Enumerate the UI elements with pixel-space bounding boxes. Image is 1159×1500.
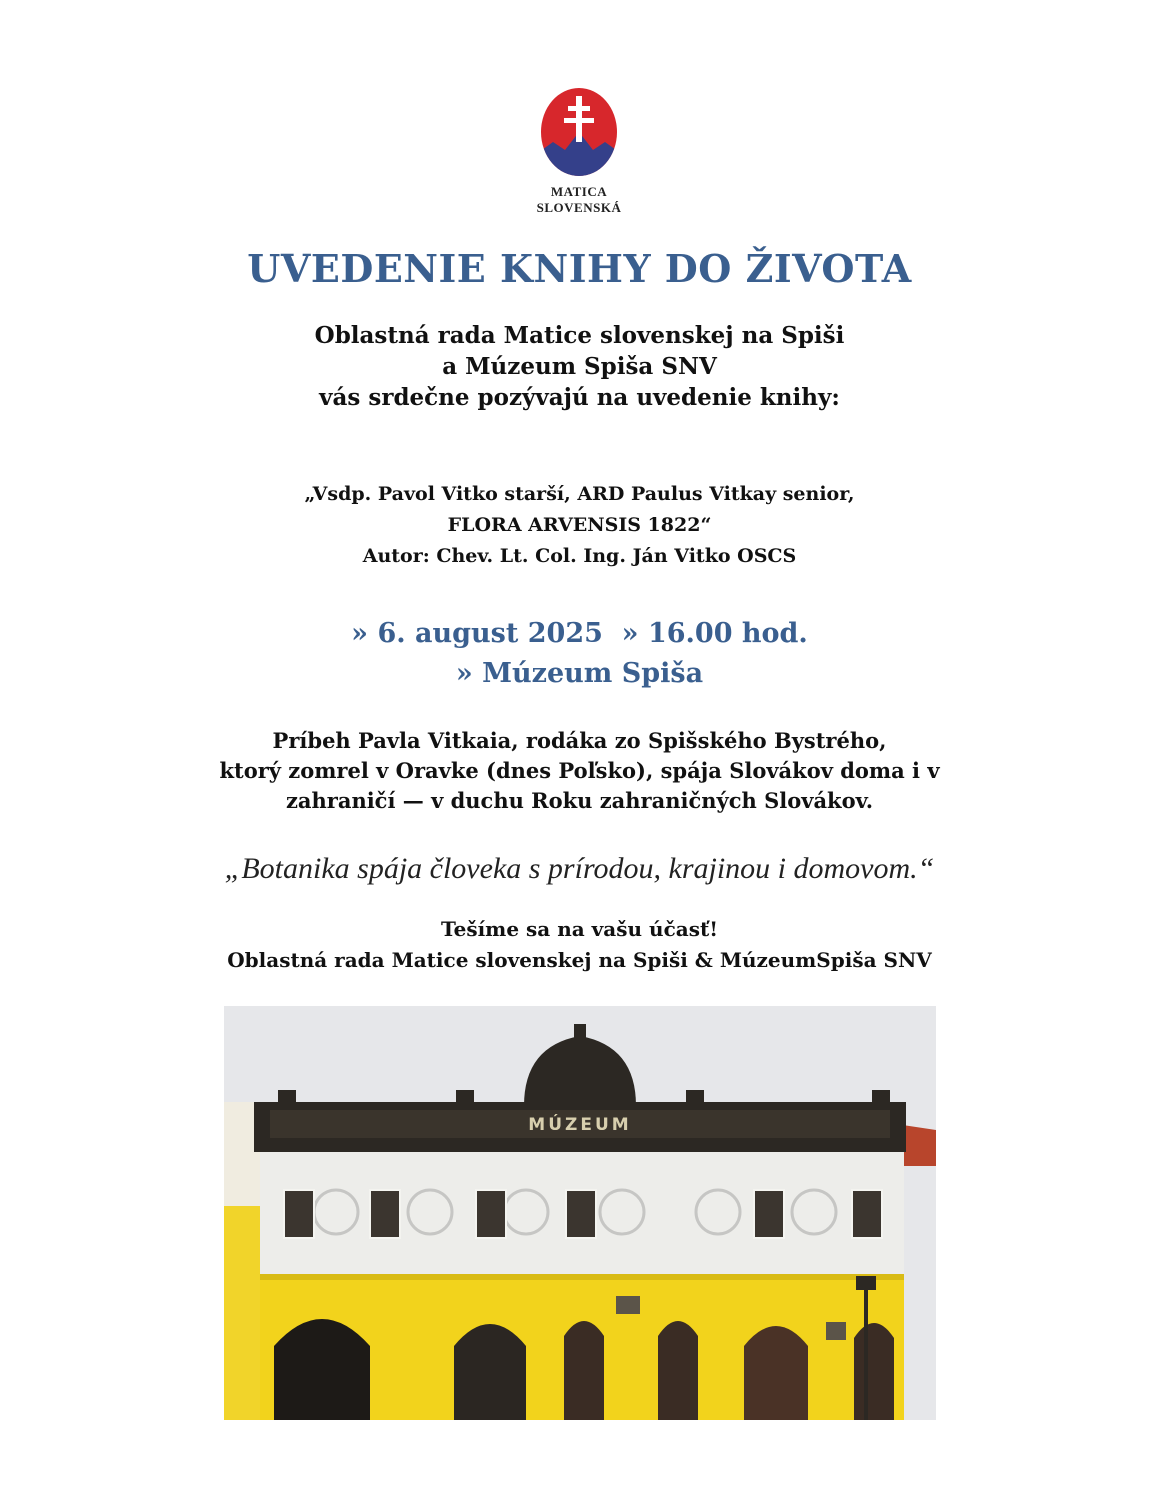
page-title: UVEDENIE KNIHY DO ŽIVOTA bbox=[247, 246, 912, 291]
story-line3: zahraničí — v duchu Roku zahraničných Slovákov. bbox=[285, 788, 874, 813]
book-author: Autor: Chev. Lt. Col. Ing. Ján Vitko OSCS bbox=[362, 545, 797, 567]
quote: „Botanika spája človeka s prírodou, krajinou i domovom.“ bbox=[224, 852, 935, 885]
closing-block bbox=[0, 914, 1159, 976]
closing-line1: Tešíme sa na vašu účasť! bbox=[441, 917, 718, 941]
organizers-block bbox=[0, 320, 1159, 413]
event-block bbox=[0, 614, 1159, 694]
book-title-line2: FLORA ARVENSIS 1822“ bbox=[447, 514, 712, 536]
event-date-time: » 6. august 2025 » 16.00 hod. bbox=[351, 618, 808, 649]
closing-line2: Oblastná rada Matice slovenskej na Spiši & MúzeumSpiša SNV bbox=[227, 948, 932, 972]
matica-slovenska-logo bbox=[520, 86, 638, 226]
logo-text-line1: MATICA bbox=[550, 184, 608, 199]
organizers-line1: Oblastná rada Matice slovenskej na Spiši bbox=[314, 322, 845, 349]
story-block bbox=[0, 726, 1159, 816]
organizers-line3: vás srdečne pozývajú na uvedenie knihy: bbox=[319, 384, 840, 411]
museum-facade-illustration bbox=[224, 1006, 936, 1420]
museum-building-photo bbox=[224, 1006, 936, 1420]
logo-text-line2: SLOVENSKÁ bbox=[536, 200, 622, 215]
organizers-line2: a Múzeum Spiša SNV bbox=[442, 353, 717, 380]
book-title-line1: „Vsdp. Pavol Vitko starší, ARD Paulus Vitkay senior, bbox=[304, 483, 855, 505]
book-block bbox=[0, 479, 1159, 572]
double-cross-emblem-icon bbox=[539, 86, 619, 178]
story-line2: ktorý zomrel v Oravke (dnes Poľsko), spája Slovákov doma i v bbox=[219, 758, 940, 783]
story-line1: Príbeh Pavla Vitkaia, rodáka zo Spišského Bystrého, bbox=[272, 728, 887, 753]
museum-sign: MÚZEUM bbox=[528, 1115, 632, 1135]
event-place: » Múzeum Spiša bbox=[455, 658, 704, 689]
